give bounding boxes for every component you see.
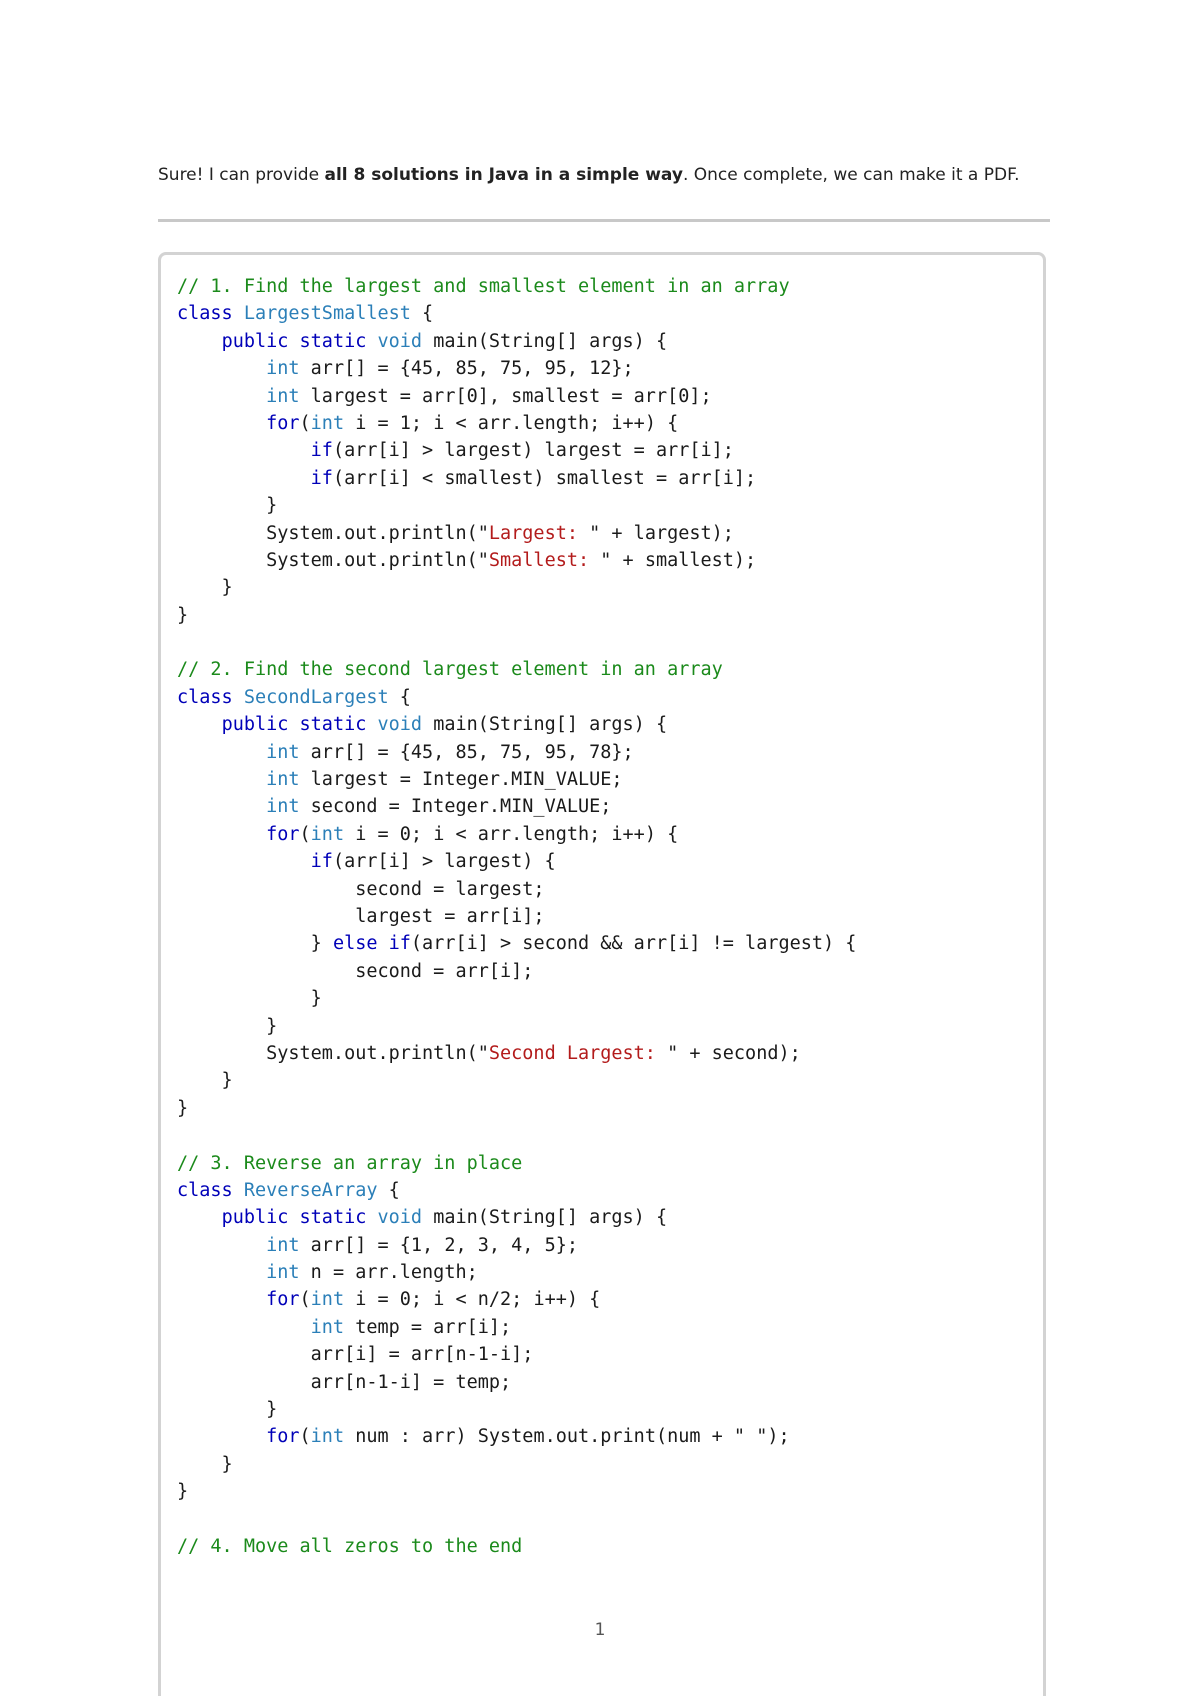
code-token: second = arr[i]; <box>177 960 534 982</box>
code-line <box>177 793 1037 820</box>
code-token: i = 0; i < arr.length; i++) { <box>344 823 679 845</box>
code-token: (arr[i] > largest) largest = arr[i]; <box>332 440 734 462</box>
code-token <box>177 851 311 872</box>
code-token: // 3. Reverse an array in place <box>177 1152 523 1174</box>
code-token: int <box>266 1234 300 1256</box>
code-token: } <box>177 604 189 626</box>
code-line <box>177 1423 1037 1450</box>
code-token: arr[] = {45, 85, 75, 95, 12}; <box>299 358 634 380</box>
code-token: main(String[] args) { <box>422 714 668 736</box>
code-token: System.out.println(" <box>177 1042 489 1064</box>
code-token <box>233 687 244 708</box>
code-token: System.out.println(" <box>177 549 489 571</box>
code-token: i = 0; i < n/2; i++) { <box>344 1289 601 1311</box>
code-token: ( <box>299 1289 311 1311</box>
code-token: class <box>177 686 233 708</box>
code-token: } <box>177 933 333 955</box>
code-token <box>177 386 266 407</box>
code-line <box>177 848 1037 875</box>
code-line <box>177 1478 1037 1505</box>
code-token: } <box>177 1453 233 1475</box>
code-token: if <box>388 933 411 955</box>
code-token: { <box>388 686 411 708</box>
code-line <box>177 739 1037 766</box>
code-token: " + second); <box>667 1042 801 1064</box>
code-token: void <box>377 1207 423 1229</box>
code-line <box>177 1150 1037 1177</box>
code-token: } <box>177 1015 278 1037</box>
code-token: } <box>177 495 278 517</box>
code-line <box>177 1122 1037 1149</box>
code-line <box>177 1067 1037 1094</box>
code-line <box>177 876 1037 903</box>
code-token: for <box>266 1289 300 1311</box>
code-line <box>177 985 1037 1012</box>
code-token: } <box>177 1070 233 1092</box>
code-token: { <box>410 303 434 325</box>
code-token <box>177 1317 311 1338</box>
code-line <box>177 465 1037 492</box>
code-token: main(String[] args) { <box>422 1207 668 1229</box>
code-token: LargestSmallest <box>243 303 411 325</box>
code-token: largest = arr[i]; <box>177 905 545 927</box>
code-line <box>177 1506 1037 1533</box>
code-token: for <box>266 823 300 845</box>
code-line <box>177 437 1037 464</box>
code-token <box>177 1289 266 1310</box>
code-token: class <box>177 1179 233 1201</box>
intro-text-start: Sure! I can provide <box>158 165 325 185</box>
code-line <box>177 520 1037 547</box>
code-token: Smallest: <box>488 549 601 571</box>
code-line <box>177 1259 1037 1286</box>
code-line <box>177 492 1037 519</box>
code-token: ( <box>299 1426 311 1448</box>
code-token: (arr[i] < smallest) smallest = arr[i]; <box>332 467 757 489</box>
code-line <box>177 410 1037 437</box>
code-token: } <box>177 1399 278 1421</box>
code-token: for <box>266 412 300 434</box>
code-token: } <box>177 988 322 1010</box>
code-token: static <box>299 714 367 736</box>
code-token: public <box>221 330 289 352</box>
horizontal-divider <box>158 219 1050 222</box>
code-line <box>177 958 1037 985</box>
code-line <box>177 629 1037 656</box>
code-line <box>177 1095 1037 1122</box>
code-token <box>366 1207 377 1228</box>
code-token: int <box>310 412 345 434</box>
code-token: largest = Integer.MIN_VALUE; <box>299 769 623 791</box>
code-token: int <box>310 823 345 845</box>
code-token <box>177 468 311 489</box>
code-token: void <box>377 330 423 352</box>
code-token: int <box>266 741 300 763</box>
code-token: second = largest; <box>177 878 545 900</box>
code-token: num : arr) System.out.print(num + " "); <box>344 1426 790 1448</box>
code-token <box>177 1262 266 1283</box>
code-line <box>177 656 1037 683</box>
code-token: int <box>266 358 300 380</box>
code-token <box>177 769 266 790</box>
intro-text-bold: all 8 solutions in Java in a simple way <box>324 165 683 185</box>
code-token: SecondLargest <box>243 686 389 708</box>
code-token: (arr[i] > largest) { <box>332 851 556 873</box>
code-token: " + smallest); <box>600 549 757 571</box>
code-line <box>177 711 1037 738</box>
code-token: { <box>377 1179 400 1201</box>
code-line <box>177 684 1037 711</box>
code-line <box>177 273 1037 300</box>
code-token <box>177 413 266 434</box>
code-token: " + largest); <box>589 522 734 544</box>
code-line <box>177 355 1037 382</box>
intro-text-end: . Once complete, we can make it a PDF. <box>682 165 1020 185</box>
code-token: int <box>310 1289 345 1311</box>
code-token: public <box>221 1207 289 1229</box>
code-token <box>233 303 244 324</box>
code-line <box>177 930 1037 957</box>
code-token <box>177 1426 266 1447</box>
code-token <box>177 824 266 845</box>
code-token <box>366 331 377 352</box>
code-line <box>177 903 1037 930</box>
code-token: int <box>266 1262 300 1284</box>
code-token: // 2. Find the second largest element in an array <box>177 659 723 681</box>
code-token: if <box>310 467 333 489</box>
page-number: 1 <box>594 1620 606 1640</box>
code-line <box>177 766 1037 793</box>
code-content <box>177 273 1037 1563</box>
code-token: int <box>266 385 300 407</box>
code-token: arr[n-1-i] = temp; <box>177 1371 512 1393</box>
code-line <box>177 1533 1037 1560</box>
code-token: } <box>177 577 233 599</box>
code-line <box>177 1396 1037 1423</box>
code-line <box>177 328 1037 355</box>
code-token: int <box>310 1426 345 1448</box>
code-token: class <box>177 303 233 325</box>
code-token <box>177 1207 222 1228</box>
code-token: System.out.println(" <box>177 522 489 544</box>
code-token <box>177 1235 266 1256</box>
code-line <box>177 1177 1037 1204</box>
code-token <box>177 714 222 735</box>
code-line <box>177 547 1037 574</box>
code-token <box>177 440 311 461</box>
code-token: int <box>266 796 300 818</box>
code-line <box>177 300 1037 327</box>
code-line <box>177 383 1037 410</box>
code-token <box>378 933 389 954</box>
code-token <box>288 331 299 352</box>
code-token: for <box>266 1426 300 1448</box>
code-token: arr[i] = arr[n-1-i]; <box>177 1344 534 1366</box>
code-token: ( <box>299 412 311 434</box>
code-line <box>177 574 1037 601</box>
code-token <box>177 331 222 352</box>
code-token: ( <box>299 823 311 845</box>
code-token <box>233 1180 244 1201</box>
code-line <box>177 1232 1037 1259</box>
code-token <box>288 714 299 735</box>
code-line <box>177 1040 1037 1067</box>
code-token: Second Largest: <box>488 1042 668 1064</box>
code-token: else <box>332 933 378 955</box>
code-token: temp = arr[i]; <box>344 1316 512 1338</box>
code-line <box>177 1013 1037 1040</box>
code-token: int <box>310 1316 345 1338</box>
code-token: static <box>299 330 367 352</box>
code-token: ReverseArray <box>243 1179 378 1201</box>
code-token <box>288 1207 299 1228</box>
code-token: (arr[i] > second && arr[i] != largest) { <box>410 933 857 955</box>
code-token <box>177 742 266 763</box>
code-token: i = 1; i < arr.length; i++) { <box>344 412 679 434</box>
code-token: int <box>266 769 300 791</box>
code-token: } <box>177 1097 189 1119</box>
code-line <box>177 602 1037 629</box>
code-token <box>177 358 266 379</box>
code-token: arr[] = {1, 2, 3, 4, 5}; <box>299 1234 578 1256</box>
code-line <box>177 1341 1037 1368</box>
code-line <box>177 1369 1037 1396</box>
code-token <box>366 714 377 735</box>
code-token: static <box>299 1207 367 1229</box>
code-token: if <box>310 851 333 873</box>
code-token: public <box>221 714 289 736</box>
code-token: main(String[] args) { <box>422 330 668 352</box>
code-token: void <box>377 714 423 736</box>
code-token: } <box>177 1481 189 1503</box>
code-line <box>177 821 1037 848</box>
code-token: second = Integer.MIN_VALUE; <box>299 796 612 818</box>
code-line <box>177 1314 1037 1341</box>
code-line <box>177 1204 1037 1231</box>
code-line <box>177 1286 1037 1313</box>
code-token: // 4. Move all zeros to the end <box>177 1535 523 1557</box>
code-token: Largest: <box>488 522 590 544</box>
code-token: arr[] = {45, 85, 75, 95, 78}; <box>299 741 634 763</box>
code-line <box>177 1451 1037 1478</box>
code-token <box>177 796 266 817</box>
code-token: // 1. Find the largest and smallest element in an array <box>177 276 790 297</box>
code-token: n = arr.length; <box>299 1262 478 1284</box>
intro-text <box>158 163 1020 187</box>
code-token: largest = arr[0], smallest = arr[0]; <box>299 385 712 407</box>
code-token: if <box>310 440 333 462</box>
